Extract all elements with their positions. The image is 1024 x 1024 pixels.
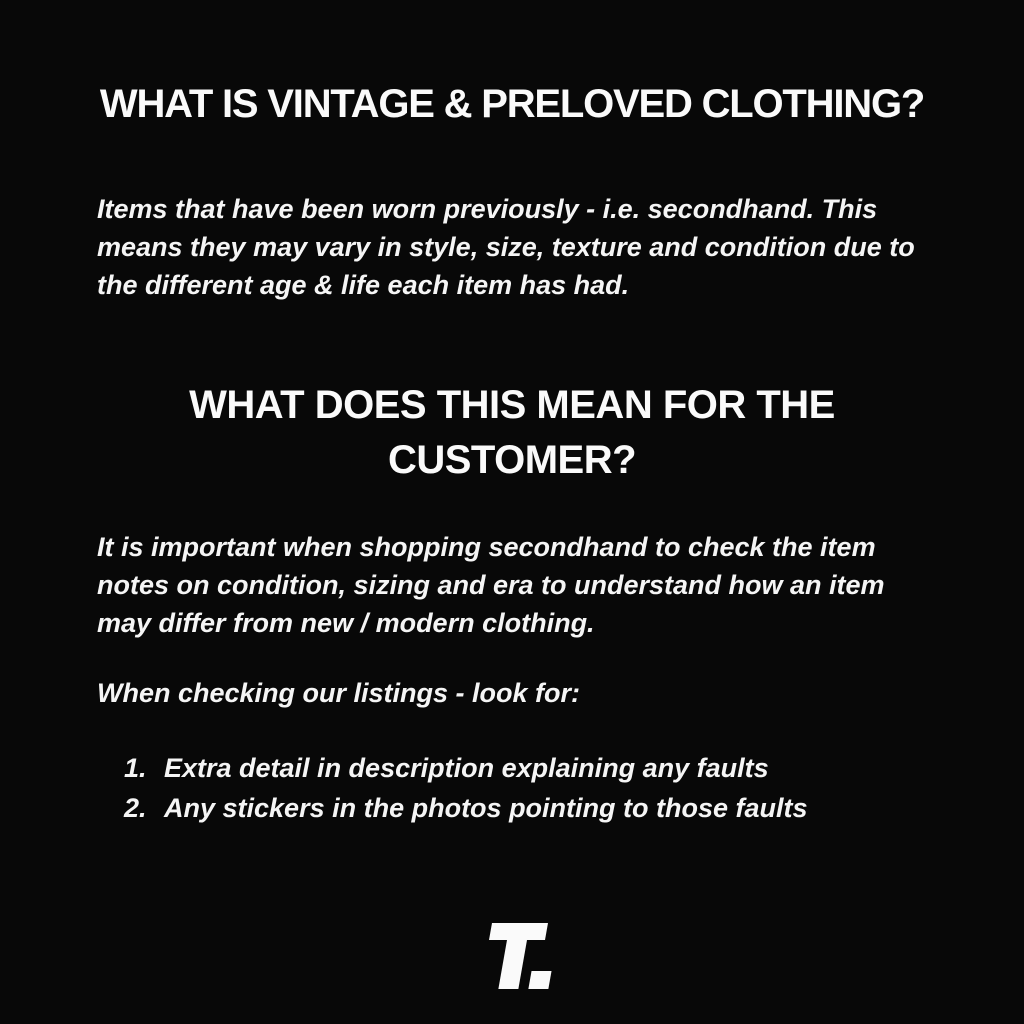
intro-paragraph: Items that have been worn previously - i.e. secondhand. This means they may vary in style, size, texture and condition due to the different age & life each item has had. bbox=[97, 194, 915, 300]
checklist-item bbox=[124, 748, 964, 788]
checklist bbox=[124, 748, 964, 828]
t-logo-icon bbox=[462, 922, 562, 994]
t-logo-dot bbox=[528, 971, 551, 989]
checklist-item-text: Any stickers in the photos pointing to those faults bbox=[164, 793, 808, 823]
checklist-item bbox=[124, 788, 964, 828]
page-title: WHAT IS VINTAGE & PRELOVED CLOTHING? bbox=[99, 82, 925, 126]
checklist-item-number: 2. bbox=[124, 793, 147, 823]
checklist-item-number: 1. bbox=[124, 753, 147, 783]
section-title: WHAT DOES THIS MEAN FOR THE CUSTOMER? bbox=[189, 383, 835, 482]
checklist-item-text: Extra detail in description explaining any faults bbox=[164, 753, 769, 783]
listings-intro: When checking our listings - look for: bbox=[97, 678, 581, 708]
customer-paragraph: It is important when shopping secondhand to check the item notes on condition, sizing and era to understand how an item may differ from new / modern clothing. bbox=[97, 532, 885, 638]
t-logo bbox=[462, 922, 562, 994]
